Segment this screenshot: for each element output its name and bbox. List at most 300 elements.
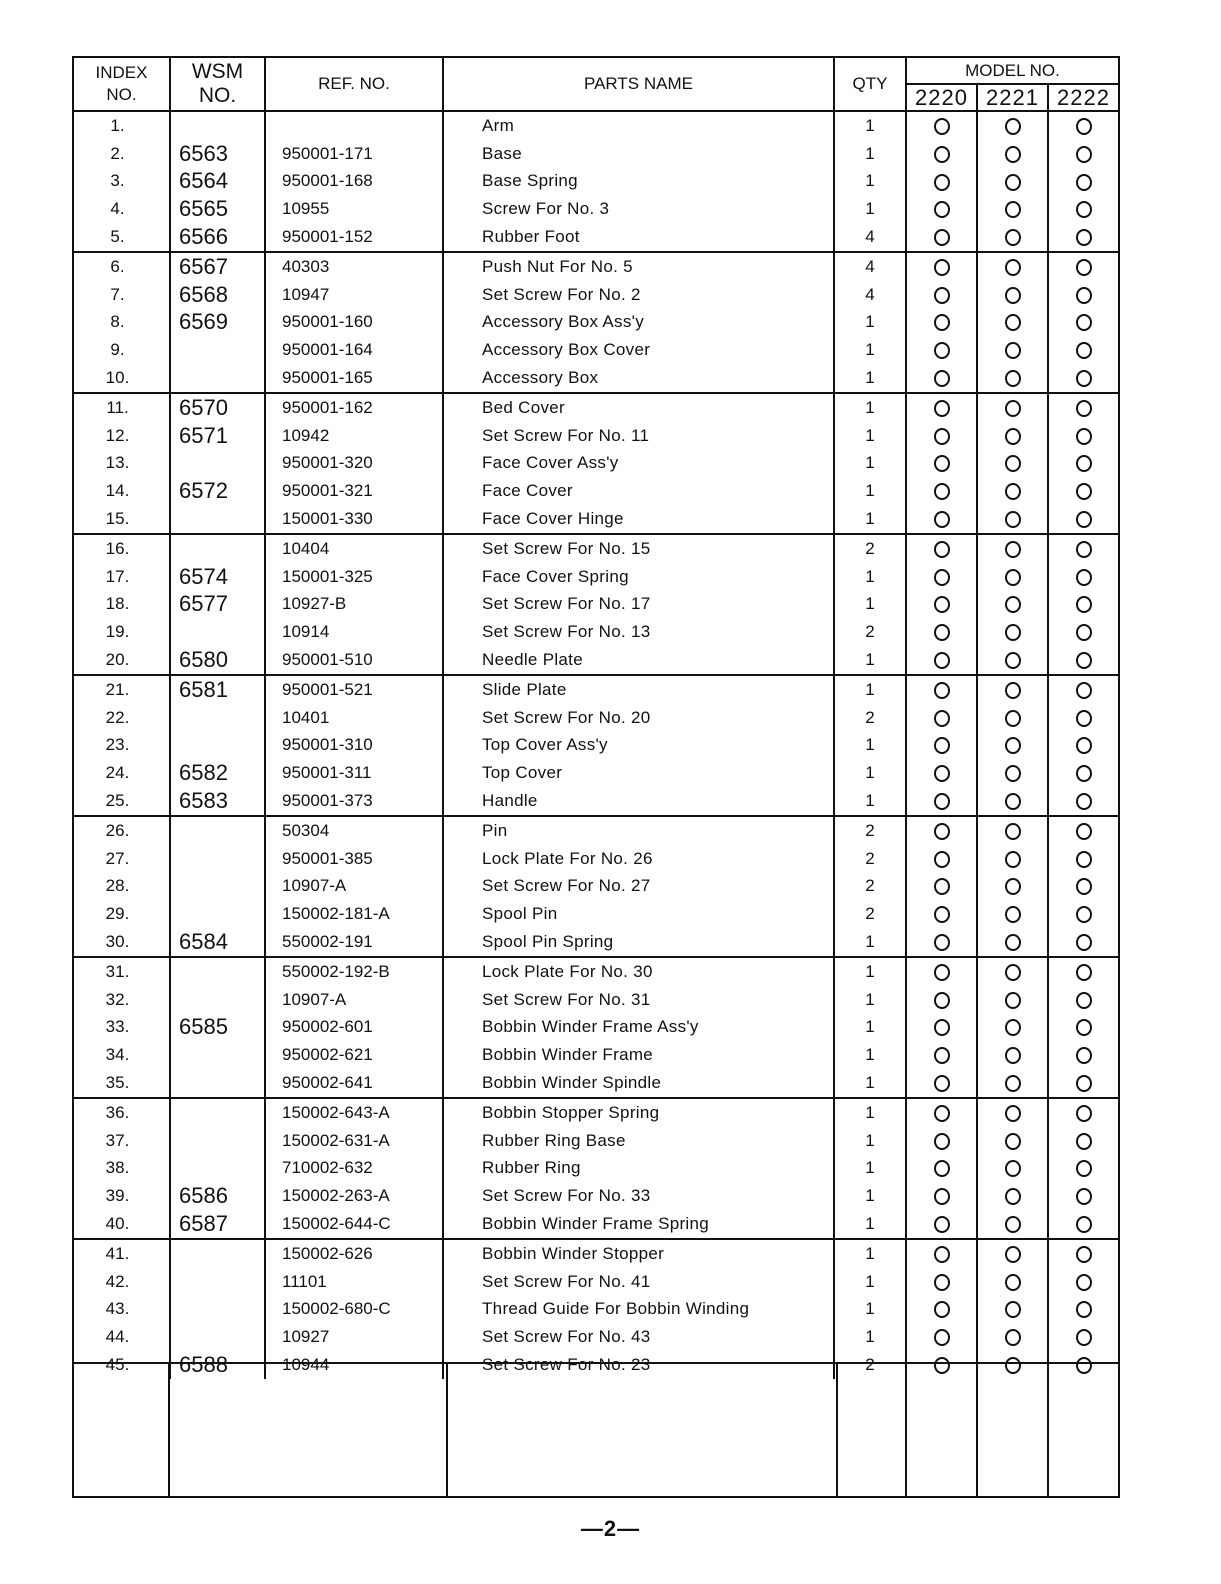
applicable-circle-icon xyxy=(1076,541,1092,558)
applicable-circle-icon xyxy=(934,652,950,669)
applicable-circle-icon xyxy=(1005,1019,1021,1036)
table-row xyxy=(74,646,1118,675)
qty-cell: 1 xyxy=(834,168,906,196)
model-2220-cell xyxy=(906,140,977,168)
wsm-no-cell xyxy=(170,336,265,364)
wsm-no-cell: 6586 xyxy=(170,1182,265,1210)
parts-name-cell: Rubber Foot xyxy=(443,223,834,252)
wsm-no-cell xyxy=(170,534,265,563)
table-row xyxy=(74,787,1118,816)
applicable-circle-icon xyxy=(934,1329,950,1346)
model-2222-cell xyxy=(1048,477,1118,505)
ref-no-cell: 10914 xyxy=(265,618,443,646)
parts-name-cell: Face Cover xyxy=(443,477,834,505)
model-2221-cell xyxy=(977,759,1048,787)
applicable-circle-icon xyxy=(1005,287,1021,304)
qty-cell: 1 xyxy=(834,957,906,986)
applicable-circle-icon xyxy=(1076,823,1092,840)
qty-cell: 1 xyxy=(834,1014,906,1042)
ref-no-cell: 950002-621 xyxy=(265,1041,443,1069)
model-2221-cell xyxy=(977,787,1048,816)
qty-cell: 1 xyxy=(834,1127,906,1155)
model-2221-cell xyxy=(977,336,1048,364)
table-row xyxy=(74,704,1118,732)
model-2220-cell xyxy=(906,928,977,957)
applicable-circle-icon xyxy=(1076,624,1092,641)
ref-no-cell: 10907-A xyxy=(265,873,443,901)
applicable-circle-icon xyxy=(1005,118,1021,135)
applicable-circle-icon xyxy=(934,455,950,472)
applicable-circle-icon xyxy=(1076,710,1092,727)
qty-cell: 1 xyxy=(834,646,906,675)
applicable-circle-icon xyxy=(934,1019,950,1036)
ref-no-cell: 10947 xyxy=(265,281,443,309)
qty-cell: 2 xyxy=(834,900,906,928)
applicable-circle-icon xyxy=(934,259,950,276)
model-2220-cell xyxy=(906,845,977,873)
parts-name-cell: Spool Pin Spring xyxy=(443,928,834,957)
qty-cell: 1 xyxy=(834,759,906,787)
model-2221-cell xyxy=(977,675,1048,704)
applicable-circle-icon xyxy=(1005,878,1021,895)
ref-no-cell: 150002-181-A xyxy=(265,900,443,928)
table-row xyxy=(74,816,1118,845)
index-no-cell: 25. xyxy=(74,787,170,816)
model-2222-cell xyxy=(1048,1041,1118,1069)
qty-cell: 2 xyxy=(834,1351,906,1379)
applicable-circle-icon xyxy=(1005,851,1021,868)
ref-no-cell: 950001-152 xyxy=(265,223,443,252)
wsm-no-header xyxy=(170,58,265,111)
applicable-circle-icon xyxy=(1005,934,1021,951)
parts-name-cell: Set Screw For No. 15 xyxy=(443,534,834,563)
applicable-circle-icon xyxy=(934,851,950,868)
applicable-circle-icon xyxy=(1005,174,1021,191)
applicable-circle-icon xyxy=(934,737,950,754)
index-no-cell: 39. xyxy=(74,1182,170,1210)
applicable-circle-icon xyxy=(1076,342,1092,359)
ref-no-cell: 10404 xyxy=(265,534,443,563)
model-2221-cell xyxy=(977,563,1048,591)
model-2222-header: 2222 xyxy=(1048,84,1118,111)
applicable-circle-icon xyxy=(1076,1246,1092,1263)
wsm-no-cell xyxy=(170,1154,265,1182)
index-no-cell: 4. xyxy=(74,195,170,223)
wsm-no-cell xyxy=(170,1323,265,1351)
parts-name-cell: Face Cover Ass'y xyxy=(443,450,834,478)
applicable-circle-icon xyxy=(1005,342,1021,359)
parts-name-cell: Set Screw For No. 27 xyxy=(443,873,834,901)
qty-cell: 1 xyxy=(834,928,906,957)
model-2222-cell xyxy=(1048,618,1118,646)
column-divider xyxy=(976,1364,978,1498)
ref-no-cell: 550002-191 xyxy=(265,928,443,957)
applicable-circle-icon xyxy=(1005,511,1021,528)
ref-no-cell: 950001-162 xyxy=(265,393,443,422)
index-no-cell: 17. xyxy=(74,563,170,591)
parts-name-cell: Pin xyxy=(443,816,834,845)
applicable-circle-icon xyxy=(934,1274,950,1291)
applicable-circle-icon xyxy=(934,1105,950,1122)
model-2221-cell xyxy=(977,928,1048,957)
model-2220-cell xyxy=(906,1014,977,1042)
applicable-circle-icon xyxy=(1005,314,1021,331)
parts-name-cell: Face Cover Spring xyxy=(443,563,834,591)
applicable-circle-icon xyxy=(1005,201,1021,218)
applicable-circle-icon xyxy=(934,428,950,445)
applicable-circle-icon xyxy=(1076,1075,1092,1092)
parts-name-cell: Push Nut For No. 5 xyxy=(443,252,834,281)
table-row xyxy=(74,195,1118,223)
model-2221-cell xyxy=(977,900,1048,928)
ref-no-cell: 10927-B xyxy=(265,591,443,619)
wsm-no-cell xyxy=(170,1268,265,1296)
model-2222-cell xyxy=(1048,704,1118,732)
applicable-circle-icon xyxy=(934,682,950,699)
applicable-circle-icon xyxy=(1076,314,1092,331)
qty-cell: 1 xyxy=(834,1323,906,1351)
applicable-circle-icon xyxy=(1005,624,1021,641)
table-row xyxy=(74,1041,1118,1069)
applicable-circle-icon xyxy=(1076,1274,1092,1291)
wsm-no-cell: 6585 xyxy=(170,1014,265,1042)
index-no-cell: 42. xyxy=(74,1268,170,1296)
index-no-cell: 23. xyxy=(74,732,170,760)
wsm-no-cell: 6563 xyxy=(170,140,265,168)
parts-name-cell: Bobbin Winder Frame Ass'y xyxy=(443,1014,834,1042)
applicable-circle-icon xyxy=(1076,455,1092,472)
model-2220-cell xyxy=(906,450,977,478)
parts-name-cell: Needle Plate xyxy=(443,646,834,675)
qty-cell: 1 xyxy=(834,1182,906,1210)
model-2222-cell xyxy=(1048,816,1118,845)
model-2221-cell xyxy=(977,223,1048,252)
model-2220-cell xyxy=(906,646,977,675)
applicable-circle-icon xyxy=(934,624,950,641)
applicable-circle-icon xyxy=(1076,174,1092,191)
ref-no-cell: 950001-168 xyxy=(265,168,443,196)
index-no-cell: 38. xyxy=(74,1154,170,1182)
qty-cell: 2 xyxy=(834,816,906,845)
qty-cell: 4 xyxy=(834,223,906,252)
applicable-circle-icon xyxy=(934,596,950,613)
wsm-no-cell xyxy=(170,873,265,901)
model-2220-cell xyxy=(906,281,977,309)
model-2221-cell xyxy=(977,1014,1048,1042)
applicable-circle-icon xyxy=(934,314,950,331)
applicable-circle-icon xyxy=(1005,1274,1021,1291)
applicable-circle-icon xyxy=(1005,1246,1021,1263)
index-no-cell: 27. xyxy=(74,845,170,873)
model-2221-cell xyxy=(977,450,1048,478)
column-divider xyxy=(168,1364,170,1498)
model-2222-cell xyxy=(1048,450,1118,478)
table-row xyxy=(74,477,1118,505)
table-row xyxy=(74,1098,1118,1127)
model-2220-cell xyxy=(906,873,977,901)
table-row xyxy=(74,1239,1118,1268)
wsm-header-line1: WSM xyxy=(191,60,244,83)
table-row xyxy=(74,1014,1118,1042)
applicable-circle-icon xyxy=(1076,737,1092,754)
model-2221-header: 2221 xyxy=(977,84,1048,111)
wsm-no-cell xyxy=(170,900,265,928)
parts-name-cell: Set Screw For No. 2 xyxy=(443,281,834,309)
wsm-no-cell: 6584 xyxy=(170,928,265,957)
qty-cell: 1 xyxy=(834,1295,906,1323)
applicable-circle-icon xyxy=(1005,1075,1021,1092)
model-2221-cell xyxy=(977,957,1048,986)
model-2222-cell xyxy=(1048,986,1118,1014)
parts-name-cell: Spool Pin xyxy=(443,900,834,928)
ref-no-cell: 11101 xyxy=(265,1268,443,1296)
wsm-no-cell xyxy=(170,1239,265,1268)
model-2220-cell xyxy=(906,477,977,505)
parts-name-cell: Slide Plate xyxy=(443,675,834,704)
qty-cell: 1 xyxy=(834,787,906,816)
applicable-circle-icon xyxy=(1076,1301,1092,1318)
applicable-circle-icon xyxy=(1005,370,1021,387)
model-2222-cell xyxy=(1048,534,1118,563)
model-2222-cell xyxy=(1048,787,1118,816)
parts-name-cell: Set Screw For No. 23 xyxy=(443,1351,834,1379)
model-2221-cell xyxy=(977,140,1048,168)
table-row xyxy=(74,422,1118,450)
qty-cell: 1 xyxy=(834,450,906,478)
ref-no-cell: 950001-510 xyxy=(265,646,443,675)
model-2220-cell xyxy=(906,1295,977,1323)
model-2221-cell xyxy=(977,477,1048,505)
applicable-circle-icon xyxy=(934,1188,950,1205)
parts-name-cell: Face Cover Hinge xyxy=(443,505,834,534)
model-2222-cell xyxy=(1048,168,1118,196)
qty-cell: 1 xyxy=(834,477,906,505)
parts-name-cell: Accessory Box Ass'y xyxy=(443,309,834,337)
index-no-cell: 15. xyxy=(74,505,170,534)
index-no-cell: 14. xyxy=(74,477,170,505)
applicable-circle-icon xyxy=(1005,1301,1021,1318)
applicable-circle-icon xyxy=(1076,569,1092,586)
qty-cell: 1 xyxy=(834,1041,906,1069)
qty-cell: 1 xyxy=(834,140,906,168)
column-divider xyxy=(836,1364,838,1498)
parts-name-cell: Set Screw For No. 13 xyxy=(443,618,834,646)
qty-cell: 1 xyxy=(834,422,906,450)
index-no-cell: 41. xyxy=(74,1239,170,1268)
model-2221-cell xyxy=(977,111,1048,140)
parts-name-cell: Set Screw For No. 20 xyxy=(443,704,834,732)
table-row xyxy=(74,111,1118,140)
qty-cell: 1 xyxy=(834,195,906,223)
qty-cell: 1 xyxy=(834,1098,906,1127)
table-row xyxy=(74,309,1118,337)
model-2221-cell xyxy=(977,281,1048,309)
wsm-no-cell xyxy=(170,111,265,140)
table-row xyxy=(74,563,1118,591)
table-row xyxy=(74,1182,1118,1210)
index-no-cell: 1. xyxy=(74,111,170,140)
table-row xyxy=(74,223,1118,252)
qty-cell: 1 xyxy=(834,1239,906,1268)
parts-name-cell: Arm xyxy=(443,111,834,140)
qty-cell: 1 xyxy=(834,732,906,760)
model-2222-cell xyxy=(1048,252,1118,281)
index-no-cell: 31. xyxy=(74,957,170,986)
parts-name-cell: Set Screw For No. 11 xyxy=(443,422,834,450)
applicable-circle-icon xyxy=(1005,652,1021,669)
table-row xyxy=(74,1210,1118,1239)
wsm-no-cell: 6564 xyxy=(170,168,265,196)
model-2221-cell xyxy=(977,732,1048,760)
model-2220-cell xyxy=(906,1127,977,1155)
model-2221-cell xyxy=(977,1323,1048,1351)
applicable-circle-icon xyxy=(934,541,950,558)
ref-no-cell: 150001-330 xyxy=(265,505,443,534)
model-2221-cell xyxy=(977,422,1048,450)
model-2222-cell xyxy=(1048,140,1118,168)
applicable-circle-icon xyxy=(1076,596,1092,613)
index-no-cell: 35. xyxy=(74,1069,170,1098)
model-2221-cell xyxy=(977,591,1048,619)
applicable-circle-icon xyxy=(1076,483,1092,500)
table-row xyxy=(74,675,1118,704)
applicable-circle-icon xyxy=(934,1075,950,1092)
model-2220-cell xyxy=(906,223,977,252)
model-2221-cell xyxy=(977,195,1048,223)
index-no-cell: 36. xyxy=(74,1098,170,1127)
model-2221-cell xyxy=(977,364,1048,393)
ref-no-cell: 950001-171 xyxy=(265,140,443,168)
model-2222-cell xyxy=(1048,957,1118,986)
index-no-cell: 24. xyxy=(74,759,170,787)
model-2221-cell xyxy=(977,1182,1048,1210)
model-2222-cell xyxy=(1048,1069,1118,1098)
table-row xyxy=(74,900,1118,928)
parts-name-cell: Top Cover Ass'y xyxy=(443,732,834,760)
wsm-no-cell: 6577 xyxy=(170,591,265,619)
ref-no-cell: 150002-680-C xyxy=(265,1295,443,1323)
applicable-circle-icon xyxy=(934,483,950,500)
index-no-cell: 33. xyxy=(74,1014,170,1042)
parts-name-cell: Set Screw For No. 31 xyxy=(443,986,834,1014)
model-2220-header: 2220 xyxy=(906,84,977,111)
model-2220-cell xyxy=(906,1041,977,1069)
model-2220-cell xyxy=(906,505,977,534)
applicable-circle-icon xyxy=(1005,964,1021,981)
applicable-circle-icon xyxy=(1076,793,1092,810)
applicable-circle-icon xyxy=(1005,455,1021,472)
model-2222-cell xyxy=(1048,1239,1118,1268)
wsm-no-cell xyxy=(170,618,265,646)
wsm-no-cell xyxy=(170,845,265,873)
applicable-circle-icon xyxy=(1076,851,1092,868)
index-no-cell: 30. xyxy=(74,928,170,957)
parts-name-cell: Thread Guide For Bobbin Winding xyxy=(443,1295,834,1323)
wsm-header-line2: NO. xyxy=(198,84,237,107)
index-header-line2: NO. xyxy=(106,85,137,104)
applicable-circle-icon xyxy=(1076,878,1092,895)
applicable-circle-icon xyxy=(934,342,950,359)
applicable-circle-icon xyxy=(1076,1019,1092,1036)
ref-no-cell: 950002-601 xyxy=(265,1014,443,1042)
index-no-cell: 18. xyxy=(74,591,170,619)
applicable-circle-icon xyxy=(1005,400,1021,417)
qty-cell: 1 xyxy=(834,986,906,1014)
ref-no-cell: 950001-321 xyxy=(265,477,443,505)
qty-cell: 2 xyxy=(834,534,906,563)
index-no-cell: 13. xyxy=(74,450,170,478)
ref-no-cell: 150002-263-A xyxy=(265,1182,443,1210)
applicable-circle-icon xyxy=(934,878,950,895)
table-row xyxy=(74,1295,1118,1323)
applicable-circle-icon xyxy=(934,569,950,586)
model-2221-cell xyxy=(977,1154,1048,1182)
applicable-circle-icon xyxy=(934,1301,950,1318)
index-no-cell: 11. xyxy=(74,393,170,422)
applicable-circle-icon xyxy=(1005,992,1021,1009)
applicable-circle-icon xyxy=(1005,483,1021,500)
wsm-no-cell: 6566 xyxy=(170,223,265,252)
model-2222-cell xyxy=(1048,1127,1118,1155)
table-body xyxy=(74,111,1118,1379)
wsm-no-cell xyxy=(170,450,265,478)
ref-no-cell: 950001-373 xyxy=(265,787,443,816)
model-2222-cell xyxy=(1048,1295,1118,1323)
applicable-circle-icon xyxy=(1076,1105,1092,1122)
index-no-cell: 10. xyxy=(74,364,170,393)
ref-no-cell: 950001-385 xyxy=(265,845,443,873)
ref-no-cell: 10942 xyxy=(265,422,443,450)
model-2222-cell xyxy=(1048,928,1118,957)
parts-name-cell: Bed Cover xyxy=(443,393,834,422)
table-row xyxy=(74,732,1118,760)
wsm-no-cell xyxy=(170,1069,265,1098)
wsm-no-cell: 6574 xyxy=(170,563,265,591)
model-2220-cell xyxy=(906,309,977,337)
applicable-circle-icon xyxy=(934,765,950,782)
model-2220-cell xyxy=(906,111,977,140)
parts-name-cell: Bobbin Stopper Spring xyxy=(443,1098,834,1127)
model-2222-cell xyxy=(1048,422,1118,450)
applicable-circle-icon xyxy=(934,823,950,840)
table-row xyxy=(74,252,1118,281)
table-row xyxy=(74,534,1118,563)
model-2222-cell xyxy=(1048,1014,1118,1042)
model-2222-cell xyxy=(1048,591,1118,619)
table-row xyxy=(74,1323,1118,1351)
parts-name-cell: Rubber Ring Base xyxy=(443,1127,834,1155)
parts-name-header: PARTS NAME xyxy=(443,58,834,111)
wsm-no-cell xyxy=(170,957,265,986)
index-no-cell: 2. xyxy=(74,140,170,168)
applicable-circle-icon xyxy=(1005,682,1021,699)
wsm-no-cell: 6567 xyxy=(170,252,265,281)
applicable-circle-icon xyxy=(1076,1133,1092,1150)
model-2220-cell xyxy=(906,1239,977,1268)
model-2222-cell xyxy=(1048,111,1118,140)
applicable-circle-icon xyxy=(934,1133,950,1150)
applicable-circle-icon xyxy=(1005,906,1021,923)
parts-name-cell: Base Spring xyxy=(443,168,834,196)
qty-cell: 1 xyxy=(834,505,906,534)
applicable-circle-icon xyxy=(1076,1160,1092,1177)
model-2220-cell xyxy=(906,364,977,393)
wsm-no-cell xyxy=(170,1295,265,1323)
ref-no-cell: 950002-641 xyxy=(265,1069,443,1098)
ref-no-cell: 950001-311 xyxy=(265,759,443,787)
index-no-cell: 44. xyxy=(74,1323,170,1351)
qty-cell: 2 xyxy=(834,704,906,732)
